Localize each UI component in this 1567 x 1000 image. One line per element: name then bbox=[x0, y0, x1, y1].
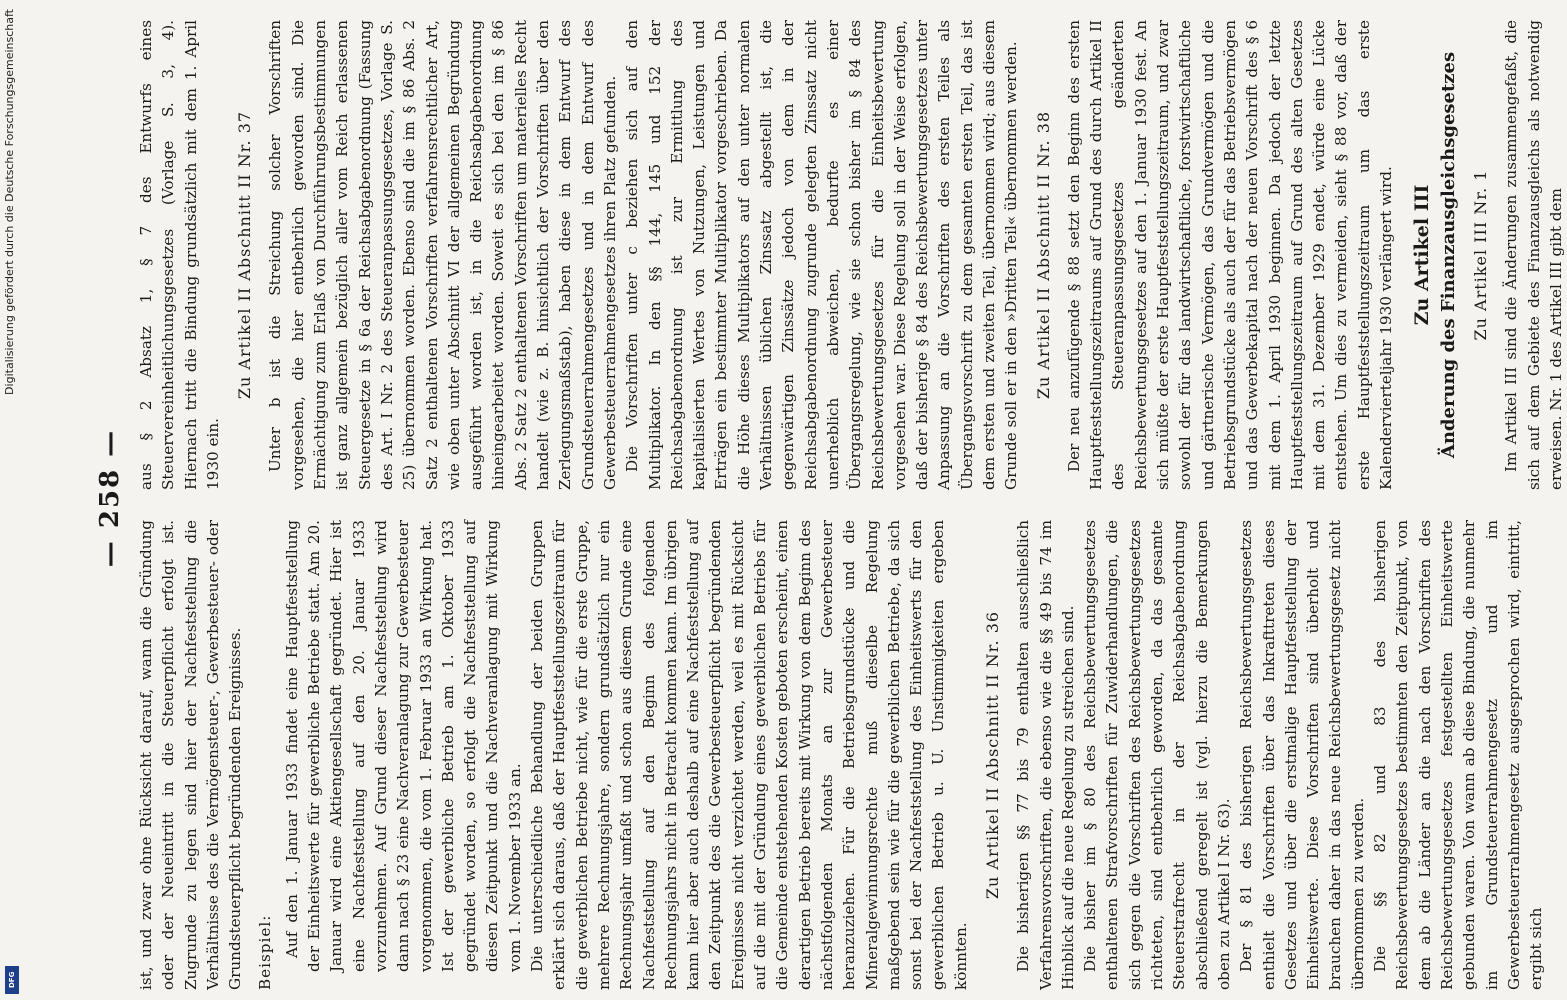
right-paragraph-3: Der neu anzufügende § 88 setzt den Beginn des ersten Hauptfeststellungszeitraums auf Grund des durch Artikel II des Steueranpassungsgesetzes geänderten Reichsbewertungsgesetzes auf den 1. Januar 1930 fest. An sich müßte der erste Hauptfeststellungszeitraum, und zwar sowohl der für das landwirtschaftliche, forstwirtschaftliche und gärtnerische Vermögen, das Grundvermögen und die Betriebsgrundstücke als auch der für das Betriebsvermögen und das Gewerbekapital nach der neuen Vorschrift des § 6 mit dem 1. April 1930 beginnen. Da jedoch der letzte Hauptfeststellungszeitraum auf Grund des alten Gesetzes mit dem 31. Dezember 1929 endet, würde eine Lücke entstehen. Um dies zu vermeiden, sieht § 88 vor, daß der erste Hauptfeststellungszeitraum um das erste Kalendervierteljahr 1930 verlängert wird. bbox=[1064, 20, 1396, 490]
left-paragraph-6: Die §§ 82 und 83 des bisherigen Reichsbewertungsgesetzes bestimmten den Zeitpunkt, von dem ab die Länder an die nach den Vorschriften des Reichsbewertungsgesetzes festgestellten Einheitswerte gebunden waren. Von wann ab diese Bindung, die nunmehr im Grundsteuerrahmengesetz und im Gewerbesteuerrahmengesetz ausgesprochen wird, eintritt, ergibt sich bbox=[1371, 520, 1546, 990]
page-number: — 258 — bbox=[95, 428, 125, 568]
right-paragraph-2: Die Vorschriften unter c beziehen sich auf den Multiplikator. In den §§ 144, 145 und 152 der Reichsabgabenordnung ist zur Ermittlung des kapitalisierten Wertes von Nutzungen, Leistungen und Erträgen ein bestimmter Multiplikator vorgeschrieben. Da die Höhe dieses Multiplikators auf den unter normalen Verhältnissen üblichen Zinssatz abgestellt ist, die gegenwärtigen Zinssätze jedoch von dem in der Reichsabgabenordnung zugrunde gelegten Zinssatz nicht unerheblich abweichen, bedurfte es einer Übergangsregelung, wie sie schon bisher im § 84 des Reichsbewertungsgesetzes für die Einheitsbewertung vorgesehen war. Diese Regelung soll in der Weise erfolgen, daß der bisherige § 84 des Reichsbewertungsgesetzes unter Anpassung an die Vorschriften des ersten Teiles als Übergangsvorschrift zu dem gesamten ersten Teil, das ist dem ersten und zweiten Teil, übernommen wird; aus diesem Grunde soll er in den »Dritten Teil« übernommen werden. bbox=[623, 20, 1021, 490]
left-paragraph-3: Die bisherigen §§ 77 bis 79 enthalten ausschließlich Verfahrensvorschriften, die ebenso wie die §§ 49 bis 74 im Hinblick auf die neue Regelung zu streichen sind. bbox=[1014, 520, 1077, 990]
section-heading-nr37: Zu Artikel II Abschnitt II Nr. 37 bbox=[235, 110, 255, 400]
left-text-column bbox=[135, 520, 1547, 990]
right-text-column bbox=[135, 20, 1567, 490]
right-intro-paragraph: aus § 2 Absatz 1, § 7 des Entwurfs eines Steuervereinheitlichungsgesetzes (Vorlage S. 3, 4). Hiernach tritt die Bindung grundsätzlich mit dem 1. April 1930 ein. bbox=[137, 20, 222, 490]
left-paragraph-4: Die bisher im § 80 des Reichsbewertungsgesetzes enthaltenen Strafvorschriften für Zuwiderhandlungen, die sich gegen die Vorschriften des Reichsbewertungsgesetzes richteten, sind entbehrlich geworden, da das gesamte Steuerstrafrecht in der Reichsabgabenordnung abschließend geregelt ist (vgl. hierzu die Bemerkungen oben zu Artikel I Nr. 63). bbox=[1081, 520, 1233, 990]
section-heading-artikel-3: Zu Artikel III bbox=[1411, 184, 1434, 326]
section-subheading-finanzausgleich: Änderung des Finanzausgleichsgesetzes bbox=[1437, 51, 1459, 459]
right-paragraph-1: Unter b ist die Streichung solcher Vorschriften vorgesehen, die hier entbehrlich geworden sind. Die Ermächtigung zum Erlaß von Durchführungsbestimmungen ist ganz allgemein bezüglich aller vom Reich erlassenen Steuergesetze in § 6a der Reichsabgabenordnung (Fassung des Art. I Nr. 2 des Steueranpassungsgesetzes, Vorlage S. 25) übernommen worden. Ebenso sind die im § 86 Abs. 2 Satz 2 enthaltenen Vorschriften verfahrensrechtlicher Art, wie oben unter Abschnitt VI der allgemeinen Begründung ausgeführt worden ist, in die Reichsabgabenordnung hineingearbeitet worden. Soweit es sich bei den im § 86 Abs. 2 Satz 2 enthaltenen Vorschriften um materielles Recht handelt (wie z. B. hinsichtlich der Vorschriften über den Zerlegungsmaßstab), haben diese in dem Entwurf des Grundsteuerrahmengesetzes und in dem Entwurf des Gewerbesteuerrahmengesetzes ihren Platz gefunden. bbox=[266, 20, 619, 490]
right-paragraph-4: Im Artikel III sind die Änderungen zusammengefaßt, die sich auf dem Gebiete des Finanzausgleichs als notwendig erweisen. Nr. 1 des Artikel III gibt dem bbox=[1502, 20, 1565, 490]
left-paragraph-2: Die unterschiedliche Behandlung der beiden Gruppen erklärt sich daraus, daß der Hauptfeststellungszeitraum für die gewerblichen Betriebe nicht, wie für die erste Gruppe, mehrere Rechnungsjahre, sondern grundsätzlich nur ein Rechnungsjahr umfaßt und schon aus diesem Grunde eine Nachfeststellung auf den Beginn des folgenden Rechnungsjahrs nicht in Betracht kommen kann. Im übrigen kann hier aber auch deshalb auf eine Nachfeststellung auf den Zeitpunkt des die Gewerbesteuerpflicht begründenden Ereignisses nicht verzichtet werden, weil es mit Rücksicht auf die mit der Gründung eines gewerblichen Betriebs für die Gemeinde entstehenden Kosten geboten erscheint, einen derartigen Betrieb bereits mit Wirkung von dem Beginn des nächstfolgenden Monats an zur Gewerbesteuer heranzuziehen. Für die Betriebsgrundstücke und die Mineralgewinnungsrechte muß dieselbe Regelung maßgebend sein wie für die gewerblichen Betriebe, da sich sonst bei der Nachfeststellung des Einheitswerts für den gewerblichen Betrieb u. U. Unstimmigkeiten ergeben könnten. bbox=[528, 520, 970, 990]
example-paragraph: Auf den 1. Januar 1933 findet eine Hauptfeststellung der Einheitswerte für gewerbliche Betriebe statt. Am 20. Januar wird eine Aktiengesellschaft gegründet. Hier ist eine Nachfeststellung auf den 20. Januar 1933 vorzunehmen. Auf Grund dieser Nachfeststellung wird dann nach § 23 eine Nachveranlagung zur Gewerbesteuer vorgenommen, die vom 1. Februar 1933 an Wirkung hat. Ist der gewerbliche Betrieb am 1. Oktober 1933 gegründet worden, so erfolgt die Nachfeststellung auf diesen Zeitpunkt und die Nachveranlagung mit Wirkung vom 1. November 1933 an. bbox=[282, 520, 524, 972]
section-heading-artikel-3-nr1: Zu Artikel III Nr. 1 bbox=[1470, 169, 1490, 341]
dfg-logo-icon: DFG bbox=[5, 966, 19, 994]
left-intro-paragraph: ist, und zwar ohne Rücksicht darauf, wann die Gründung oder der Neueintritt in die Steuerpflicht erfolgt ist. Zugrunde zu legen sind hier der Nachfeststellung die Verhältnisse des die Vermögensteuer-, Gewerbesteuer- oder Grundsteuerpflicht begründenden Ereignisses. bbox=[137, 520, 245, 990]
section-heading-nr38: Zu Artikel II Abschnitt II Nr. 38 bbox=[1033, 110, 1053, 400]
example-label: Beispiel: bbox=[256, 914, 275, 990]
left-paragraph-5: Der § 81 des bisherigen Reichsbewertungsgesetzes enthielt die Vorschriften über das Inkrafttreten dieses Gesetzes und über die erstmalige Hauptfeststellung der Einheitswerte. Diese Vorschriften sind überholt und brauchen daher in das neue Reichsbewertungsgesetz nicht übernommen zu werden. bbox=[1237, 520, 1367, 990]
digitization-credit: Digitalisierung gefördert durch die Deutsche Forschungsgemeinschaft bbox=[3, 9, 16, 395]
section-heading-nr36: Zu Artikel II Abschnitt II Nr. 36 bbox=[982, 610, 1002, 900]
rotated-page-content bbox=[87, 0, 1565, 998]
digitization-credit-strip bbox=[2, 0, 24, 1000]
